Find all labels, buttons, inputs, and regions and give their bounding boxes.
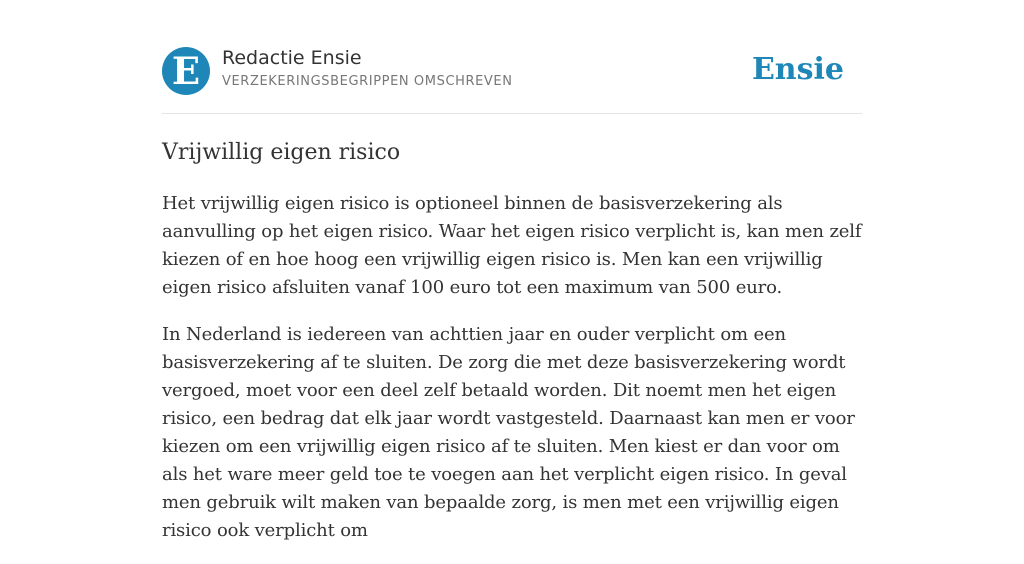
article-paragraph-2: In Nederland is iedereen van achttien jaar en ouder verplicht om een basisverzekering af te sluiten. De zorg die met deze basisverzekering wordt vergoed, moet voor een deel zelf betaald worden. Dit noemt men het eigen risico, een bedrag dat elk jaar wordt vastgesteld. Daarnaast kan men er voor kiezen om een vrijwillig eigen risico af te sluiten. Men kiest er dan voor om als het ware meer geld toe te voegen aan het verplicht eigen risico. In geval men gebruik wilt maken van bepaalde zorg, is men met een vrijwillig eigen risico ook verplicht om [162, 324, 855, 541]
page-title: Vrijwillig eigen risico [162, 140, 401, 165]
article-header [162, 46, 862, 96]
category-subtitle[interactable]: VERZEKERINGSBEGRIPPEN OMSCHREVEN [222, 74, 513, 89]
author-avatar[interactable]: E [162, 47, 210, 95]
article-paragraph-1: Het vrijwillig eigen risico is optioneel binnen de basisverzekering als aanvulling op het eigen risico. Waar het eigen risico verplicht is, kan men zelf kiezen of en hoe hoog een vrijwillig eigen risico is. Men kan een vrijwillig eigen risico afsluiten vanaf 100 euro tot een maximum van 500 euro. [162, 193, 862, 298]
author-name[interactable]: Redactie Ensie [222, 47, 362, 69]
article-body [162, 190, 866, 564]
ensie-logo[interactable]: Ensie [751, 52, 844, 87]
header-divider [162, 113, 862, 114]
